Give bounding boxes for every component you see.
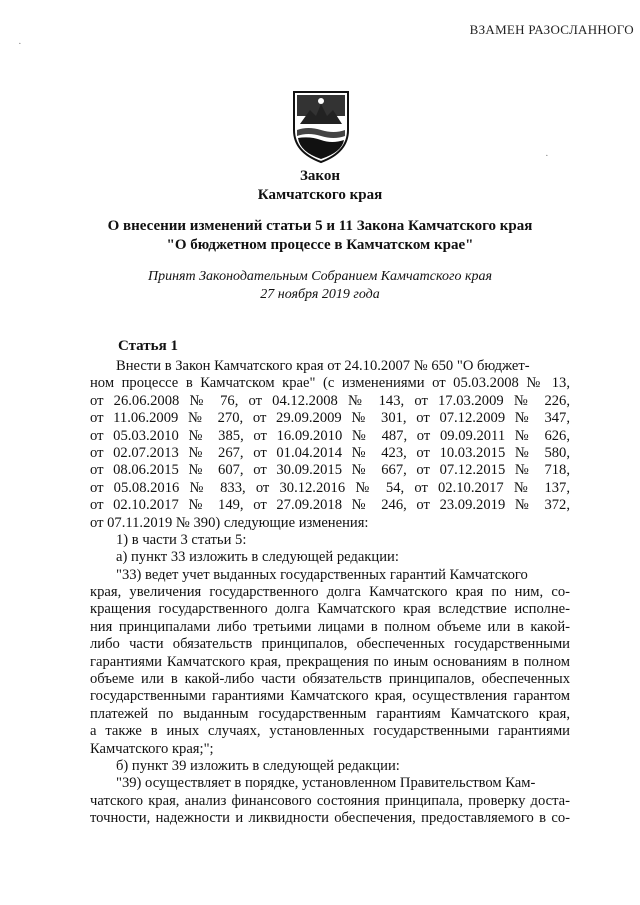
adoption-note: Принят Законодательным Собранием Камчатского края	[147, 269, 493, 284]
law-title: Закон	[299, 168, 340, 184]
body-line: государственными гарантиями Камчатского края, осуществления гарантом	[90, 688, 570, 705]
scan-speck: ·	[18, 38, 22, 50]
body-line: края, увеличения государственного долга Камчатского края по ним, со-	[90, 584, 570, 601]
kamchatka-coat-of-arms-icon	[290, 86, 352, 164]
body-line: от 07.11.2019 № 390) следующие изменения:	[90, 514, 369, 531]
scan-speck: ·	[545, 150, 549, 162]
body-line: а) пункт 33 изложить в следующей редакции:	[116, 549, 399, 566]
body-line: б) пункт 39 изложить в следующей редакции:	[116, 757, 400, 774]
body-line: от 02.07.2013 № 267, от 01.04.2014 № 423, от 10.03.2015 № 580,	[90, 444, 570, 461]
body-line: чатского края, анализ финансового состояния принципала, проверку доста-	[90, 792, 570, 809]
body-line: кращения государственного долга Камчатского края вследствие исполне-	[90, 601, 570, 618]
article-body	[90, 358, 570, 828]
body-line: "39) осуществляет в порядке, установленном Правительством Кам-	[116, 775, 536, 792]
replacement-stamp: ВЗАМЕН РАЗОСЛАННОГО	[469, 22, 634, 37]
body-line: либо части обязательств принципалов, обеспеченных государственными	[90, 636, 570, 653]
body-line: от 11.06.2009 № 270, от 29.09.2009 № 301, от 07.12.2009 № 347,	[90, 410, 570, 427]
body-line: от 02.10.2017 № 149, от 27.09.2018 № 246, от 23.09.2019 № 372,	[90, 497, 570, 514]
body-line: от 08.06.2015 № 607, от 30.09.2015 № 667, от 07.12.2015 № 718,	[90, 462, 570, 479]
body-line: ном процессе в Камчатском крае" (с изменениями от 05.03.2008 № 13,	[90, 375, 570, 392]
body-line: от 05.08.2016 № 833, от 30.12.2016 № 54, от 02.10.2017 № 137,	[90, 479, 570, 496]
body-line: от 05.03.2010 № 385, от 16.09.2010 № 487, от 09.09.2011 № 626,	[90, 427, 570, 444]
body-line: платежей по выданным государственным гарантиям Камчатского края,	[90, 705, 570, 722]
law-region: Камчатского края	[257, 187, 383, 203]
body-line: объеме или в какой-либо части обязательств принципалов, обеспеченных	[90, 671, 570, 688]
body-line: а также в иных случаях, установленных государственными гарантиями	[90, 723, 570, 740]
body-line: Камчатского края;";	[90, 740, 214, 757]
body-line: Внести в Закон Камчатского края от 24.10.2007 № 650 "О бюджет-	[116, 358, 530, 374]
body-line: точности, надежности и ликвидности обеспечения, предоставляемого в со-	[90, 810, 570, 827]
body-line: ния принципалами либо третьими лицами в полном объеме или в какой-	[90, 618, 570, 635]
adoption-date: 27 ноября 2019 года	[260, 287, 380, 302]
body-line: 1) в части 3 статьи 5:	[116, 531, 247, 548]
law-subject-line-2: "О бюджетном процессе в Камчатском крае"	[166, 237, 474, 253]
body-line: от 26.06.2008 № 76, от 04.12.2008 № 143, от 17.03.2009 № 226,	[90, 392, 570, 409]
body-line: "33) ведет учет выданных государственных гарантий Камчатского	[116, 566, 528, 583]
law-subject-line-1: О внесении изменений статьи 5 и 11 Закона Камчатского края	[107, 218, 533, 234]
body-line: гарантиями Камчатского края, прекращения по иным основаниям в полном	[90, 653, 570, 670]
article-heading: Статья 1	[118, 338, 178, 354]
